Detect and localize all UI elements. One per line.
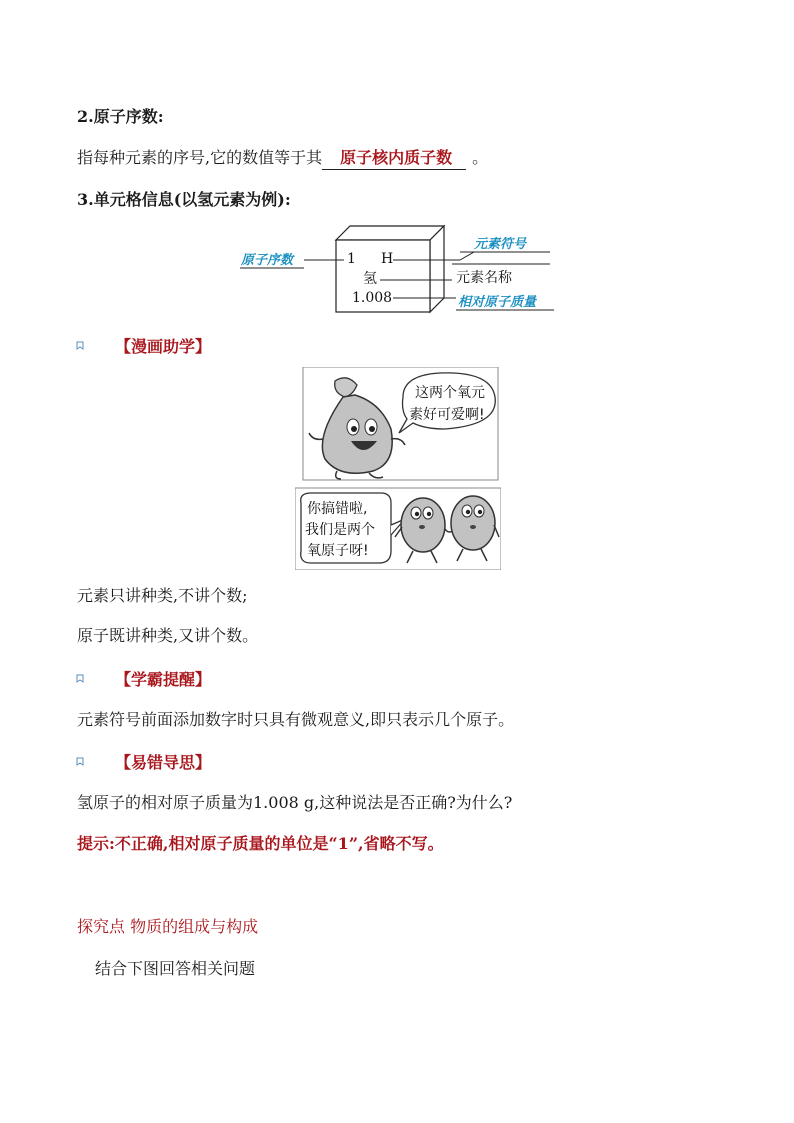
bubble-top-line-1: 这两个氧元 [415,385,485,401]
cube-top-face [336,226,444,240]
element-cell-diagram [238,218,558,318]
section-2-text [77,147,488,170]
error-tag: 【易错导思】 [115,753,212,772]
definition-text: 指每种元素的序号,它的数值等于其 [77,148,323,167]
period: 。 [472,148,489,167]
element-name: 氢 [363,271,377,287]
atomic-number: 1 [347,251,356,267]
bookmark-icon [76,341,84,351]
tip-tag: 【学霸提醒】 [115,670,212,689]
label-atomic-mass: 相对原子质量 [458,295,537,310]
element-symbol: H [381,251,394,267]
comic-tag: 【漫画助学】 [115,337,212,356]
bubble-bottom-line-2: 我们是两个 [305,522,375,538]
bubble-bottom-line-3: 氧原子呀! [307,543,369,559]
tip-text: 元素符号前面添加数字时只具有微观意义,即只表示几个原子。 [77,710,515,729]
error-question: 氢原子的相对原子质量为1.008 g,这种说法是否正确?为什么? [77,793,513,812]
explore-heading: 探究点 物质的组成与构成 [77,917,259,936]
atomic-mass: 1.008 [352,290,393,306]
label-atomic-number: 原子序数 [241,253,294,268]
bubble-top-line-2: 素好可爱啊! [409,407,485,423]
speech-bubble-bottom [301,493,405,563]
label-element-symbol: 元素符号 [474,237,527,252]
atom-character-right [451,496,499,561]
error-answer: 提示:不正确,相对原子质量的单位是“1”,省略不写。 [77,834,444,853]
section-2-heading: 2.原子序数: [77,107,164,126]
atom-character-left [395,498,445,563]
element-character [309,378,405,479]
bubble-bottom-line-1: 你搞错啦, [307,501,368,517]
comic-illustration [295,367,501,570]
bookmark-icon [76,674,84,684]
explore-prompt: 结合下图回答相关问题 [95,959,256,978]
comic-line-2: 原子既讲种类,又讲个数。 [77,626,259,645]
bookmark-icon [76,757,84,767]
speech-bubble-top [399,373,495,433]
section-3-heading: 3.单元格信息(以氢元素为例): [77,190,291,209]
answer-blank: 原子核内质子数 [322,147,466,170]
label-element-name: 元素名称 [456,270,512,286]
cube-side-face [430,226,444,312]
comic-line-1: 元素只讲种类,不讲个数; [77,586,248,605]
